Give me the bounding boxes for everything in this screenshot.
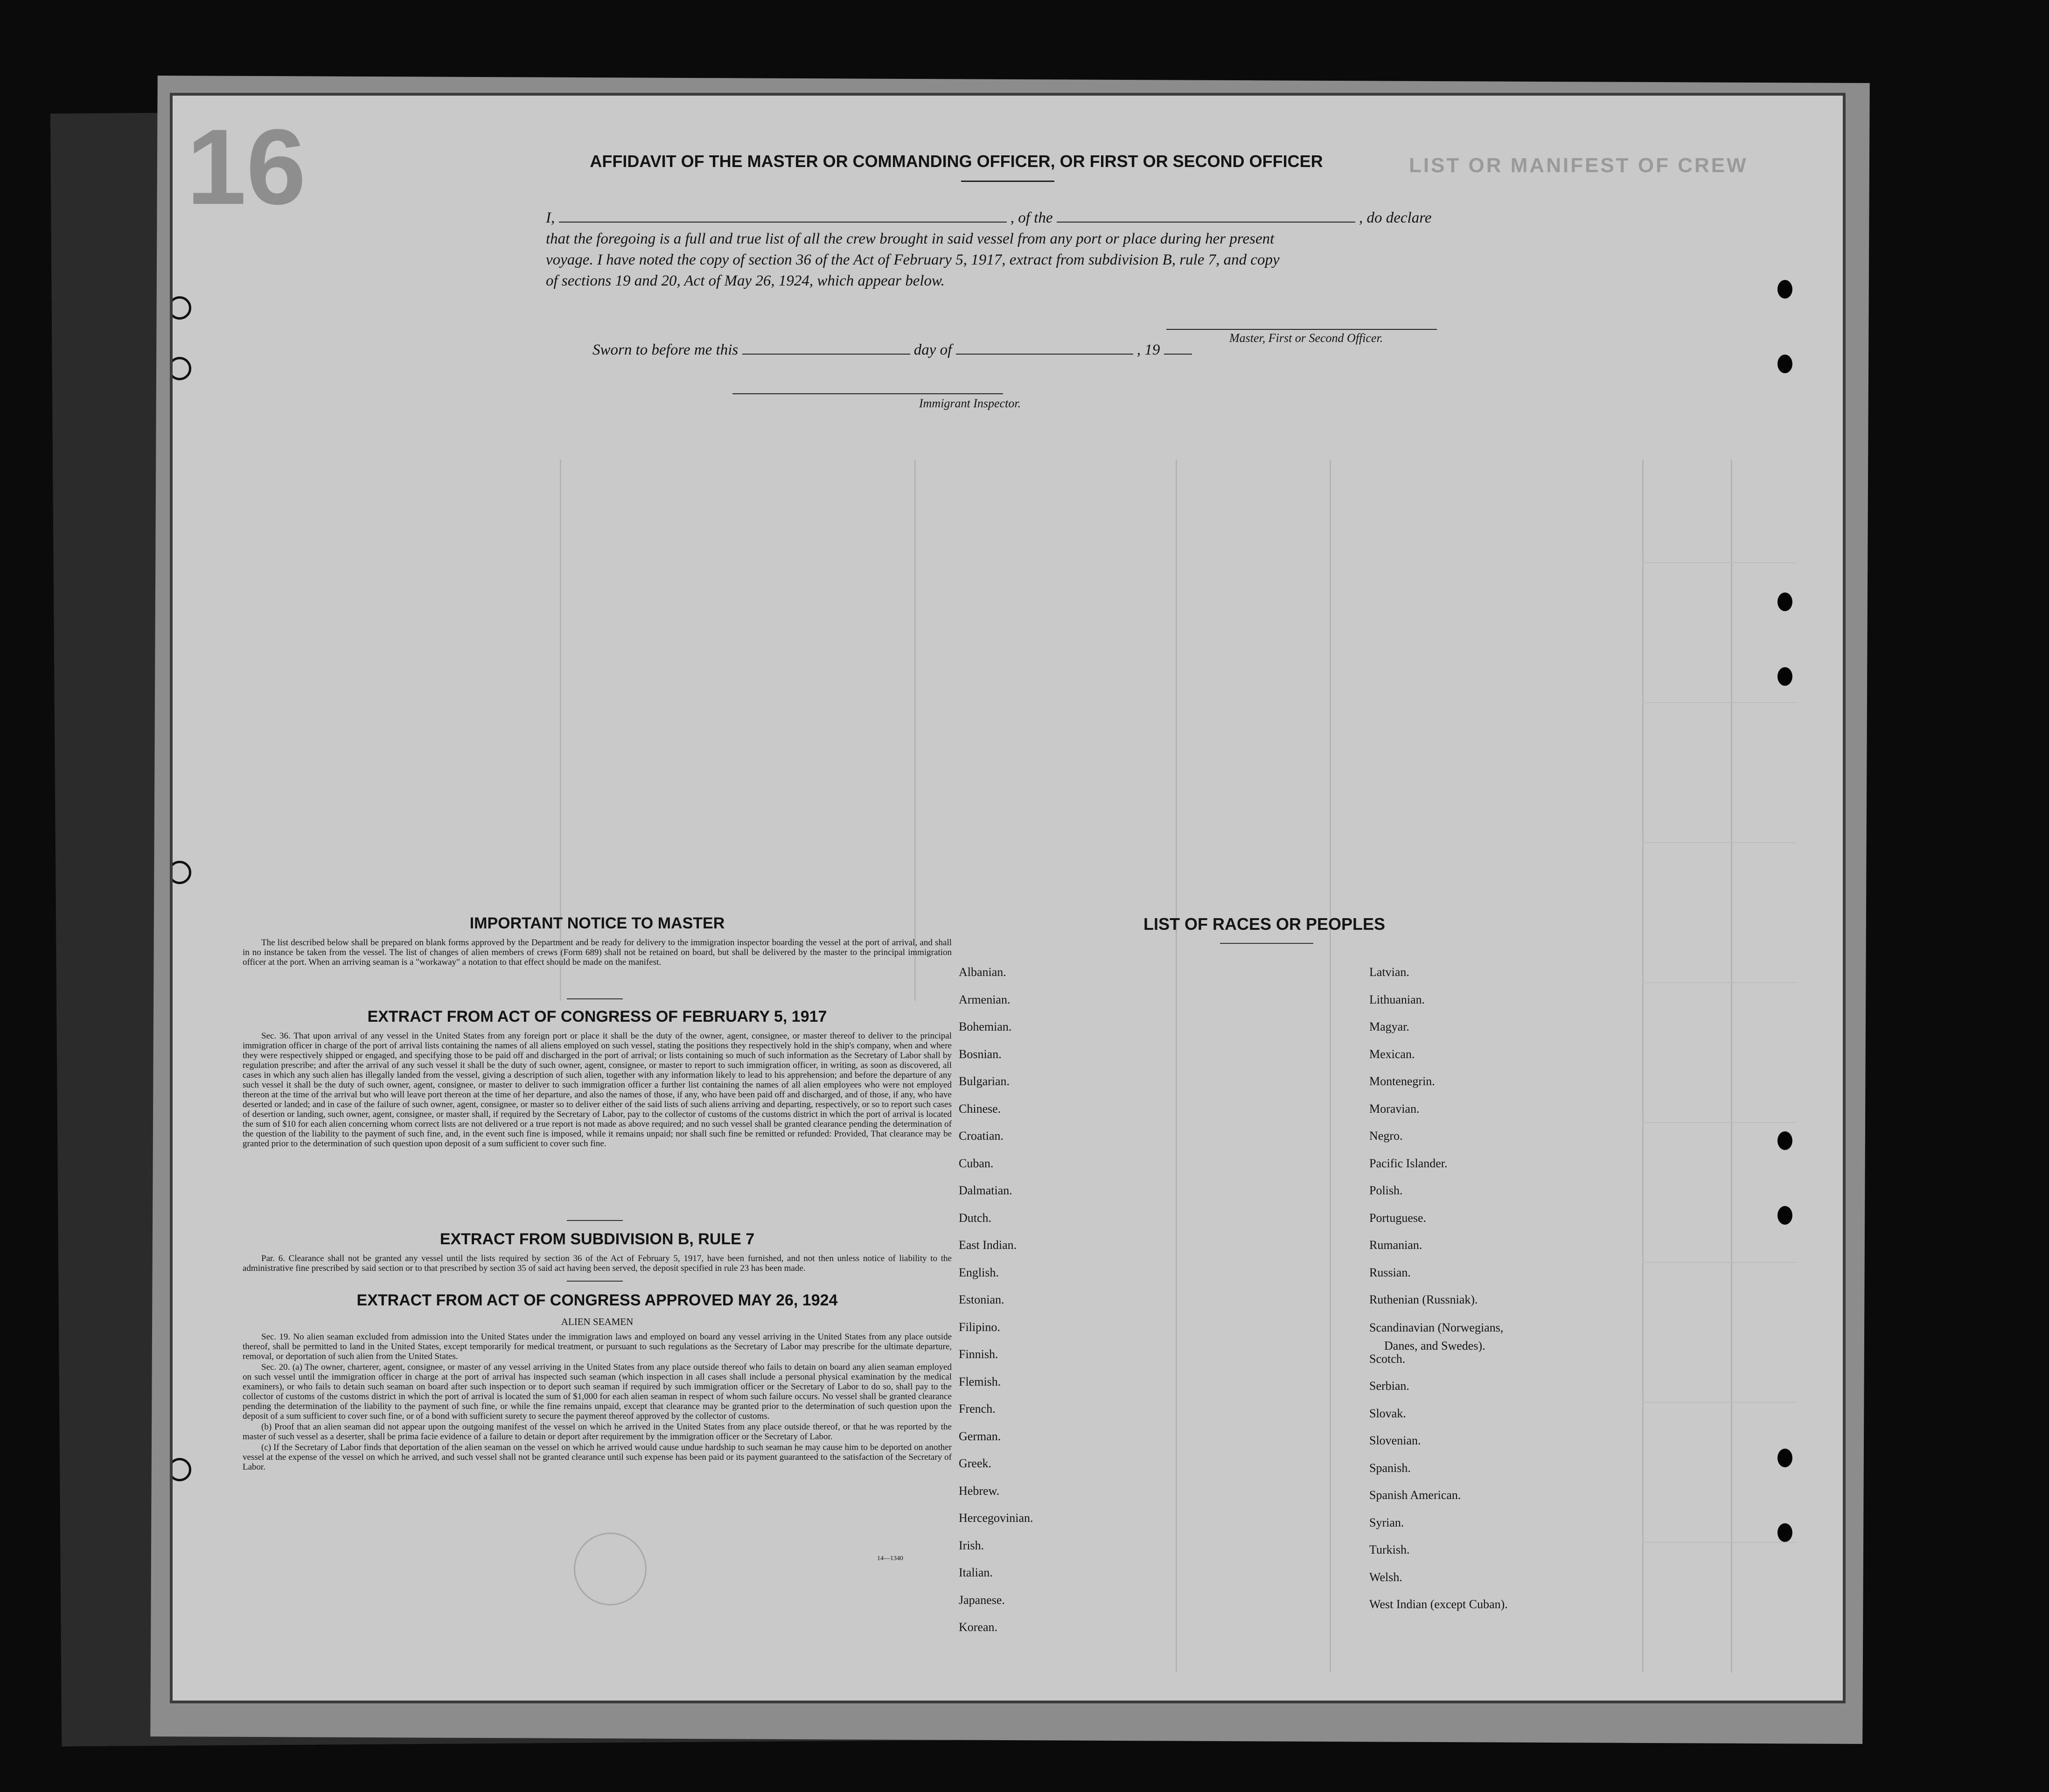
inspector-signature-label: Immigrant Inspector. <box>919 397 1021 410</box>
declaration-line-2: that the foregoing is a full and true list of all the crew brought in said vessel from any port or place during her present <box>546 230 1275 247</box>
binding-ring <box>173 861 191 884</box>
race-item: Bulgarian. <box>959 1074 1010 1088</box>
race-item: Albanian. <box>959 965 1006 979</box>
race-item: Chinese. <box>959 1102 1001 1116</box>
race-item: Cuban. <box>959 1156 994 1170</box>
races-title-underline <box>1220 943 1313 944</box>
sworn-prefix: Sworn to before me this <box>592 342 739 358</box>
act-1917-title: EXTRACT FROM ACT OF CONGRESS OF FEBRUARY 5, 1917 <box>367 1008 827 1025</box>
race-item: Slovenian. <box>1369 1434 1421 1447</box>
section-20c-paragraph: (c) If the Secretary of Labor finds that deportation of the alien seaman on the vessel on which he arrived would cause undue hardship to such seaman he may cause him to be deported on another vessel at the expense of the vessel on which he arrived, and such vessel shall not be granted clearance until such expense has been paid or its payment guaranteed to the satisfaction of the Secretary of Labor. <box>243 1443 952 1472</box>
title-underline <box>961 181 1054 182</box>
declaration-line-1 <box>546 208 1554 229</box>
race-item: Negro. <box>1369 1129 1403 1143</box>
punch-hole <box>1777 280 1792 299</box>
faint-stamp <box>574 1533 647 1605</box>
punch-hole <box>1777 667 1792 686</box>
act-1924-title: EXTRACT FROM ACT OF CONGRESS APPROVED MAY 26, 1924 <box>356 1291 838 1309</box>
day-of-label: day of <box>913 342 952 358</box>
race-item: Welsh. <box>1369 1570 1402 1584</box>
race-item: Montenegrin. <box>1369 1074 1435 1088</box>
race-item: Spanish American. <box>1369 1488 1461 1502</box>
race-item: Croatian. <box>959 1129 1004 1143</box>
races-column-2 <box>1369 959 1508 1618</box>
sworn-statement <box>592 341 1192 359</box>
par-6-paragraph: Par. 6. Clearance shall not be granted any vessel until the lists required by section 36 of the Act of February 5, 1917, have been furnished, and not then unless notice of liability to the administrative fine prescribed by said section or to that prescribed by section 35 of said act having been served, the deposit specified in rule 23 has been made. <box>243 1254 952 1273</box>
race-item: Portuguese. <box>1369 1211 1427 1225</box>
punch-hole <box>1777 1206 1792 1225</box>
race-item: Bosnian. <box>959 1047 1002 1061</box>
punch-hole <box>1777 1449 1792 1467</box>
bleed-row-rule <box>1642 702 1796 703</box>
race-item: Hercegovinian. <box>959 1511 1033 1525</box>
race-item: Slovak. <box>1369 1406 1406 1420</box>
section-20b-paragraph: (b) Proof that an alien seaman did not appear upon the outgoing manifest of the vessel on which he arrived in the United States from any place outside thereof, or that he was reported by the master of such vessel as a deserter, shall be prima facie evidence of a failure to detain or deport after requirement by the immigration officer or the Secretary of Labor. <box>243 1422 952 1442</box>
section-divider <box>567 998 623 999</box>
bleed-row-rule <box>1642 982 1796 983</box>
master-name-blank[interactable] <box>559 209 1007 223</box>
section-divider <box>567 1281 623 1282</box>
punch-hole <box>1777 1131 1792 1150</box>
vessel-name-blank[interactable] <box>1057 209 1355 223</box>
declaration-line-3: voyage. I have noted the copy of section 36 of the Act of February 5, 1917, extract from subdivision B, rule 7, and copy <box>546 251 1280 268</box>
race-item: Rumanian. <box>1369 1238 1422 1252</box>
race-item: Italian. <box>959 1566 993 1579</box>
section-19-paragraph: Sec. 19. No alien seaman excluded from admission into the United States under the immigration laws and employed on board any vessel arriving in the United States from any place outside thereof, shall be permitted to land in the United States, except temporarily for medical treatment, or pursuant to such regulations as the Secretary of Labor may prescribe for the ultimate departure, removal, or deportation of such alien from the United States. <box>243 1332 952 1361</box>
rule-7-text <box>243 1254 952 1274</box>
bleed-column-rule <box>1330 460 1331 1673</box>
binding-ring <box>173 357 191 380</box>
punch-hole <box>1777 355 1792 373</box>
race-item: Filipino. <box>959 1320 1000 1334</box>
race-item: Bohemian. <box>959 1020 1012 1033</box>
race-item: Pacific Islander. <box>1369 1156 1448 1170</box>
race-item: Hebrew. <box>959 1484 1000 1498</box>
notice-paragraph: The list described below shall be prepared on blank forms approved by the Department and be ready for delivery to the immigration inspector boarding the vessel at the port of arrival, and shall in no instance be taken from the vessel. The list of changes of alien members of crews (Form 689) shall not be retained on board, but shall be delivered by the master to the principal immigration officer at the port. When an arriving seaman is a "workaway" a notation to that effect should be made on the manifest. <box>243 938 952 967</box>
bleed-row-rule <box>1642 842 1796 843</box>
race-item: Korean. <box>959 1620 998 1634</box>
rule-7-title: EXTRACT FROM SUBDIVISION B, RULE 7 <box>439 1230 755 1248</box>
race-item: Dalmatian. <box>959 1184 1012 1197</box>
race-item: Scandinavian (Norwegians, <box>1369 1320 1504 1334</box>
race-item: Armenian. <box>959 992 1011 1006</box>
inspector-signature-line[interactable] <box>732 393 1003 394</box>
master-signature-label: Master, First or Second Officer. <box>1229 331 1383 345</box>
i-label: I, <box>546 209 555 226</box>
bleed-column-rule <box>1642 460 1644 1673</box>
affidavit-declaration <box>546 208 1554 292</box>
race-item: Finnish. <box>959 1347 998 1361</box>
sworn-month-blank[interactable] <box>956 341 1133 355</box>
race-item: West Indian (except Cuban). <box>1369 1597 1508 1611</box>
bleed-row-rule <box>1642 1542 1796 1543</box>
race-item: Flemish. <box>959 1374 1001 1388</box>
punch-hole <box>1777 1523 1792 1542</box>
bleed-column-rule <box>1176 460 1177 1673</box>
bleed-row-rule <box>1642 1262 1796 1263</box>
bleed-row-rule <box>1642 1122 1796 1123</box>
race-item: Turkish. <box>1369 1543 1410 1556</box>
bleed-row-rule <box>1642 562 1796 563</box>
do-declare-label: , do declare <box>1359 209 1432 226</box>
notice-text <box>243 938 952 968</box>
sworn-day-blank[interactable] <box>742 341 910 355</box>
race-item: German. <box>959 1429 1001 1443</box>
race-item: Moravian. <box>1369 1102 1420 1116</box>
race-item: Syrian. <box>1369 1515 1404 1529</box>
bleed-through-page-number: 16 <box>187 107 306 227</box>
binding-ring <box>173 1458 191 1481</box>
alien-seamen-subtitle: ALIEN SEAMEN <box>561 1316 634 1327</box>
bleed-column-rule <box>1731 460 1732 1673</box>
binding-ring <box>173 296 191 320</box>
race-item: Magyar. <box>1369 1020 1409 1033</box>
punch-hole <box>1777 593 1792 611</box>
race-item: French. <box>959 1402 996 1415</box>
race-item: Greek. <box>959 1457 992 1470</box>
affidavit-title: AFFIDAVIT OF THE MASTER OR COMMANDING OFFICER, OR FIRST OR SECOND OFFICER <box>590 152 1323 171</box>
race-item: Mexican. <box>1369 1047 1415 1061</box>
races-column-1 <box>959 959 1033 1641</box>
declaration-line-4: of sections 19 and 20, Act of May 26, 1924, which appear below. <box>546 272 945 289</box>
form-number: 14—1340 <box>877 1555 903 1562</box>
section-divider <box>567 1220 623 1221</box>
race-item: Estonian. <box>959 1293 1004 1306</box>
section-36-paragraph: Sec. 36. That upon arrival of any vessel in the United States from any foreign port or place it shall be the duty of the owner, agent, consignee, or master thereof to deliver to the principal immigration officer in charge of the port of arrival lists containing the names of all aliens employed on such vessel, stating the positions they respectively hold in the ship's company, when and where they were respectively shipped or engaged, and specifying those to be paid off and discharged in the port of arrival; or lists containing so much of such information as the Secretary of Labor shall by regulation prescribe; and after the arrival of any such vessel it shall be the duty of such owner, agent, consignee, or master to report to such immigration officer, in writing, as soon as discovered, all cases in which any such alien has illegally landed from the vessel, giving a description of such alien, together with any information likely to lead to his apprehension; and before the departure of any such vessel it shall be the duty of such owner, agent, consignee, or master to deliver to such immigration officer a further list containing the names of all alien employees who were not employed thereon at the time of the arrival but who will leave port thereon at the time of her departure, and also the names of those, if any, who have been paid off and discharged, and of those, if any, who have deserted or landed; and in case of the failure of such owner, agent, consignee, or master so to deliver either of the said lists of such aliens arriving and departing, respectively, or so to report such cases of desertion or landing, such owner, agent, consignee, or master shall, if required by the Secretary of Labor, pay to the collector of customs of the customs district in which the port of arrival is located the sum of $10 for each alien concerning whom correct lists are not delivered or a true report is not made as above required; and no such vessel shall be granted clearance pending the determination of the question of the liability to the payment of such fine, and, in the event such fine is imposed, while it remains unpaid; nor shall such fine be remitted or refunded: Provided, That clearance may be granted prior to the determination of such question upon deposit of a sum sufficient to cover such fine. <box>243 1031 952 1149</box>
race-item: Polish. <box>1369 1184 1403 1197</box>
notice-title: IMPORTANT NOTICE TO MASTER <box>469 914 725 932</box>
race-item: Dutch. <box>959 1211 992 1225</box>
race-item: Ruthenian (Russniak). <box>1369 1293 1478 1306</box>
sworn-year-blank[interactable] <box>1164 341 1192 355</box>
section-20a-paragraph: Sec. 20. (a) The owner, charterer, agent, consignee, or master of any vessel arriving in the United States from any place outside thereof who fails to detain on board any alien seaman employed on such vessel until the immigration officer in charge at the port of arrival has inspected such seaman (which inspection in all cases shall include a personal physical examination by the medical examiners), or who fails to detain such seaman on board after such inspection or to deport such seaman if required by such immigration officer or the Secretary of Labor to do so, shall pay to the collector of customs of the customs district in which the port of arrival is located the sum of $1,000 for each alien seaman in respect of whom such failure occurs. No vessel shall be granted clearance pending the determination of the liability to the payment of such fine, or while the fine remains unpaid, except that clearance may be granted prior to the determination of such question upon the deposit of a sum sufficient to cover such fine, or of a bond with sufficient surety to secure the payment thereof approved by the collector of customs. <box>243 1362 952 1421</box>
race-item: Scotch. <box>1369 1352 1406 1366</box>
race-item-continuation: Danes, and Swedes). <box>1384 1339 1485 1353</box>
year-prefix: , 19 <box>1136 342 1160 358</box>
act-1924-text <box>243 1332 952 1473</box>
race-item: Japanese. <box>959 1593 1005 1607</box>
master-signature-line[interactable] <box>1166 329 1437 330</box>
race-item: English. <box>959 1265 999 1279</box>
race-item: Irish. <box>959 1538 984 1552</box>
race-item: Lithuanian. <box>1369 992 1425 1006</box>
races-title: LIST OF RACES OR PEOPLES <box>1143 914 1386 934</box>
bleed-through-title: LIST OR MANIFEST OF CREW <box>1409 154 1748 177</box>
act-1917-text <box>243 1031 952 1150</box>
race-item: Serbian. <box>1369 1379 1409 1393</box>
race-item: Russian. <box>1369 1265 1411 1279</box>
of-the-label: , of the <box>1010 209 1053 226</box>
bleed-row-rule <box>1642 1402 1796 1403</box>
document-page <box>173 96 1843 1701</box>
race-item: Latvian. <box>1369 965 1409 979</box>
race-item: East Indian. <box>959 1238 1017 1252</box>
race-item: Spanish. <box>1369 1461 1411 1475</box>
